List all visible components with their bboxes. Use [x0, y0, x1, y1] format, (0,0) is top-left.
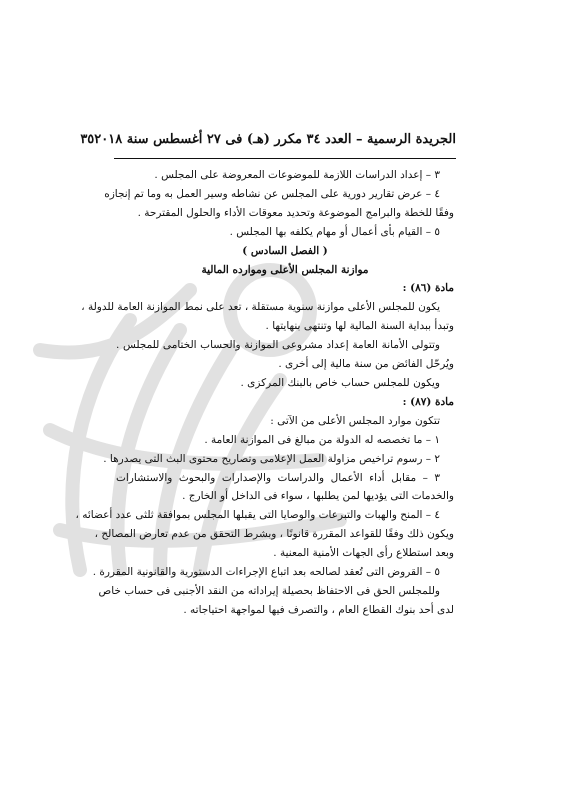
- text-line: ٤ – عرض تقارير دورية على المجلس عن نشاطه وسير العمل به وما تم إنجازه: [104, 187, 440, 200]
- text-line: ٢ – رسوم تراخيص مزاولة العمل الإعلامى وتصاريح محتوى البث التى يصدرها .: [103, 452, 440, 465]
- text-line: وتبدأ ببداية السنة المالية لها وتنتهى بنهايتها .: [265, 320, 454, 333]
- text-line: ٤ – المنح والهبات والتبرعات والوصايا التى يقبلها المجلس بموافقة ثلثى عدد أعضائه ،: [75, 509, 440, 522]
- page-number: ٣٥: [80, 132, 95, 147]
- article-heading: مادة (٨٧) :: [402, 395, 454, 408]
- text-line: يكون للمجلس الأعلى موازنة سنوية مستقلة ، تعد على نمط الموازنة العامة للدولة ،: [81, 301, 440, 314]
- text-line: وتتولى الأمانة العامة إعداد مشروعى الموازنة والحساب الختامى للمجلس .: [116, 339, 440, 352]
- document-body: [75, 166, 454, 620]
- text-line: لدى أحد بنوك القطاع العام ، والتصرف فيها لمواجهة احتياجاته .: [183, 603, 454, 616]
- header-divider: [114, 158, 456, 159]
- page-header: [80, 132, 456, 147]
- text-line: ويُرحّل الفائض من سنة مالية إلى أخرى .: [278, 358, 454, 371]
- text-line: وفقًا للخطة والبرامج الموضوعة وتحديد معوقات الأداء والحلول المقترحة .: [137, 206, 454, 219]
- text-line: ويكون ذلك وفقًا للقواعد المقررة قانونًا ، وبشرط التحقق من عدم تعارض المصالح ،: [94, 528, 454, 541]
- text-line: تتكون موارد المجلس الأعلى من الآتى :: [270, 414, 440, 427]
- text-line: وللمجلس الحق فى الاحتفاظ بحصيلة إيراداته من النقد الأجنبى فى حساب خاص: [98, 584, 440, 597]
- section-heading: ( الفصل السادس ): [242, 244, 328, 257]
- text-line: ٣ – إعداد الدراسات اللازمة للموضوعات المعروضة على المجلس .: [154, 169, 440, 181]
- text-line: ٥ – القروض التى تُعقد لصالحه بعد اتباع الإجراءات الدستورية والقانونية المقررة .: [92, 566, 440, 579]
- text-line: ٣ – مقابل أداء الأعمال والدراسات والإصدارات والبحوث والاستشارات: [116, 471, 440, 484]
- article-heading: مادة (٨٦) :: [402, 282, 454, 295]
- section-heading: موازنة المجلس الأعلى وموارده المالية: [201, 263, 369, 276]
- text-line: والخدمات التى يؤديها لمن يطلبها ، سواء فى الداخل أو الخارج .: [182, 490, 454, 503]
- text-line: ١ – ما تخصصه له الدولة من مبالغ فى الموازنة العامة .: [204, 433, 440, 446]
- header-title: الجريدة الرسمية – العدد ٣٤ مكرر (هـ) فى ٢٧ أغسطس سنة ٢٠١٨: [94, 132, 456, 147]
- text-line: ٥ – القيام بأى أعمال أو مهام يكلفه بها المجلس .: [229, 225, 440, 238]
- text-line: وبعد استطلاع رأى الجهات الأمنية المعنية .: [273, 547, 454, 560]
- text-line: ويكون للمجلس حساب خاص بالبنك المركزى .: [240, 376, 440, 389]
